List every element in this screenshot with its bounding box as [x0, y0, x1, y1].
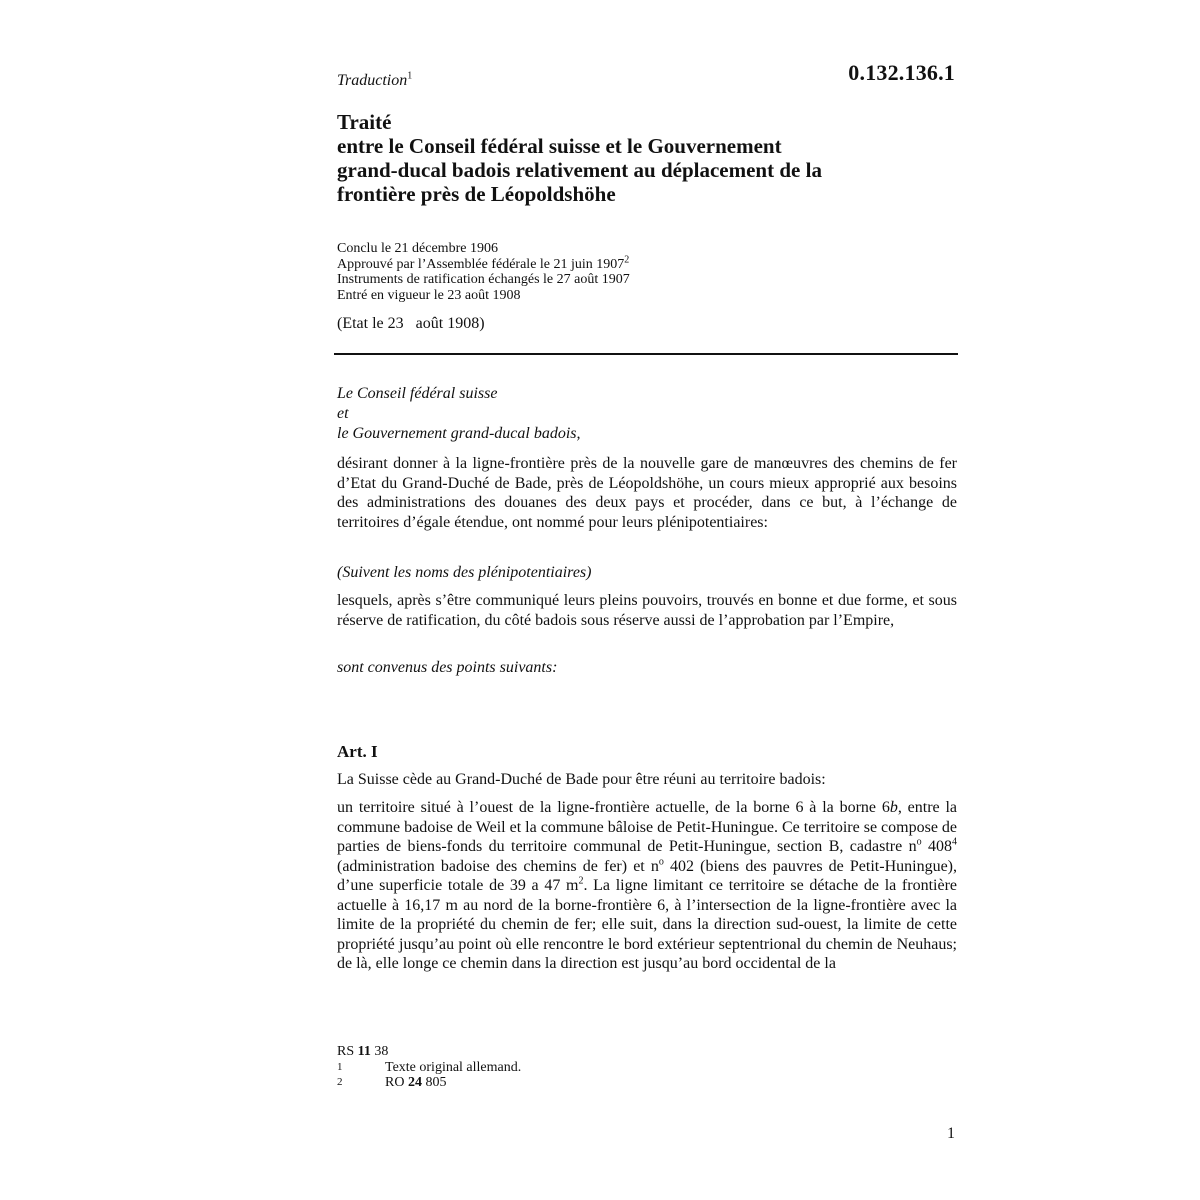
ro-prefix: RO: [385, 1075, 408, 1090]
document-number: 0.132.136.1: [848, 60, 955, 85]
rs-volume: 11: [357, 1044, 371, 1059]
preamble-parties: [337, 384, 957, 444]
footnote-1-text: Texte original allemand.: [385, 1059, 522, 1075]
ro-page: 805: [421, 1075, 447, 1090]
translation-text: Traduction: [337, 72, 408, 89]
treaty-dates: [337, 241, 957, 303]
footnote-2-number: 2: [337, 1076, 343, 1088]
article-text-a: un territoire situé à l’ouest de la ligne-frontière actuelle, de la borne 6 à la borne 6: [337, 799, 890, 816]
footnote-2: [337, 1075, 957, 1091]
article-title: Art. I: [337, 742, 378, 761]
party-conjunction: et: [337, 405, 349, 422]
article-text-c: 408: [921, 838, 952, 855]
article-text-e: 402 (biens des pauvres de Petit-Huningue), d’une superficie totale de 39 a 47 m: [337, 857, 957, 894]
concluded-date: Conclu le 21 décembre 1906: [337, 241, 498, 256]
footnote-ref-2[interactable]: 2: [624, 253, 630, 265]
footnote-ref-1[interactable]: 1: [407, 70, 413, 82]
approved-date: [337, 253, 957, 273]
translation-label: [337, 72, 957, 90]
title-line-4: frontière près de Léopoldshöhe: [337, 182, 616, 206]
in-force-date: Entré en vigueur le 23 août 1908: [337, 287, 521, 303]
ro-volume: 24: [407, 1075, 422, 1090]
preamble-paragraph-4: sont convenus des points suivants:: [337, 659, 558, 676]
article-intro: La Suisse cède au Grand-Duché de Bade pour être réuni au territoire badois:: [337, 771, 826, 788]
article-text-f: . La ligne limitant ce territoire se détache de la frontière actuelle à 16,17 m au nord de la borne-frontière 6, à l’intersection de la ligne-frontière avec la limite de la propriété du chemin de fer; elle suit, dans la direction sud-ouest, la limite de cette propriété jusqu’au point où elle rencontre le bord extérieur septentrional du chemin de Neuhaus; de là, elle longe ce chemin dans la direction est jusqu’au bord occidental de la: [337, 877, 957, 972]
preamble-paragraph-2: (Suivent les noms des plénipotentiaires): [337, 564, 592, 581]
article-body: [337, 798, 957, 974]
title-line-3: grand-ducal badois relativement au déplacement de la: [337, 158, 822, 182]
preamble-paragraph-3: lesquels, après s’être communiqué leurs pleins pouvoirs, trouvés en bonne et due forme, et sous réserve de ratification, du côté badois sous réserve aussi de l’approbation par l’Empire,: [337, 592, 957, 629]
article-text-italic: b: [889, 799, 898, 816]
title-line-2: entre le Conseil fédéral suisse et le Gouvernement: [337, 134, 782, 158]
rs-prefix: RS: [337, 1044, 358, 1059]
superscript-4: 4: [952, 836, 957, 848]
rs-reference: [337, 1044, 957, 1060]
rs-page: 38: [370, 1044, 389, 1059]
superscript-o: o: [916, 836, 922, 848]
article-text-d: (administration badoise des chemins de fer) et n: [337, 857, 659, 875]
footnotes: [337, 1044, 957, 1091]
article-text-b: , entre la commune badoise de Weil et la commune bâloise de Petit-Huningue. Ce territoire se compose de parties de biens-fonds du territoire communal de Petit-Huningue, section B, cadastre n: [337, 799, 958, 855]
superscript-o: o: [658, 856, 664, 868]
party-1: Le Conseil fédéral suisse: [337, 385, 498, 402]
preamble-paragraph-1: désirant donner à la ligne-frontière près de la nouvelle gare de manœuvres des chemins de fer d’Etat du Grand-Duché de Bade, près de Léopoldshöhe, un cours mieux approprié aux besoins des administrations des douanes des deux pays et procéder, dans ce but, à l’échange de territoires d’égale étendue, ont nommé pour leurs plénipotentiaires:: [337, 455, 957, 531]
header-divider: [334, 353, 958, 355]
party-2: le Gouvernement grand-ducal badois,: [337, 425, 581, 442]
status-date: (Etat le 23 août 1908): [337, 315, 485, 332]
treaty-title: [337, 110, 957, 206]
superscript-2: 2: [578, 875, 584, 887]
footnote-1-number: 1: [337, 1060, 343, 1073]
title-line-1: Traité: [337, 110, 392, 134]
footnote-2-text: [385, 1075, 446, 1091]
page-number: 1: [947, 1125, 955, 1142]
approved-text: Approuvé par l’Assemblée fédérale le 21 juin 1907: [337, 256, 625, 272]
ratification-date: Instruments de ratification échangés le 27 août 1907: [337, 272, 630, 287]
footnote-1: [337, 1060, 957, 1076]
